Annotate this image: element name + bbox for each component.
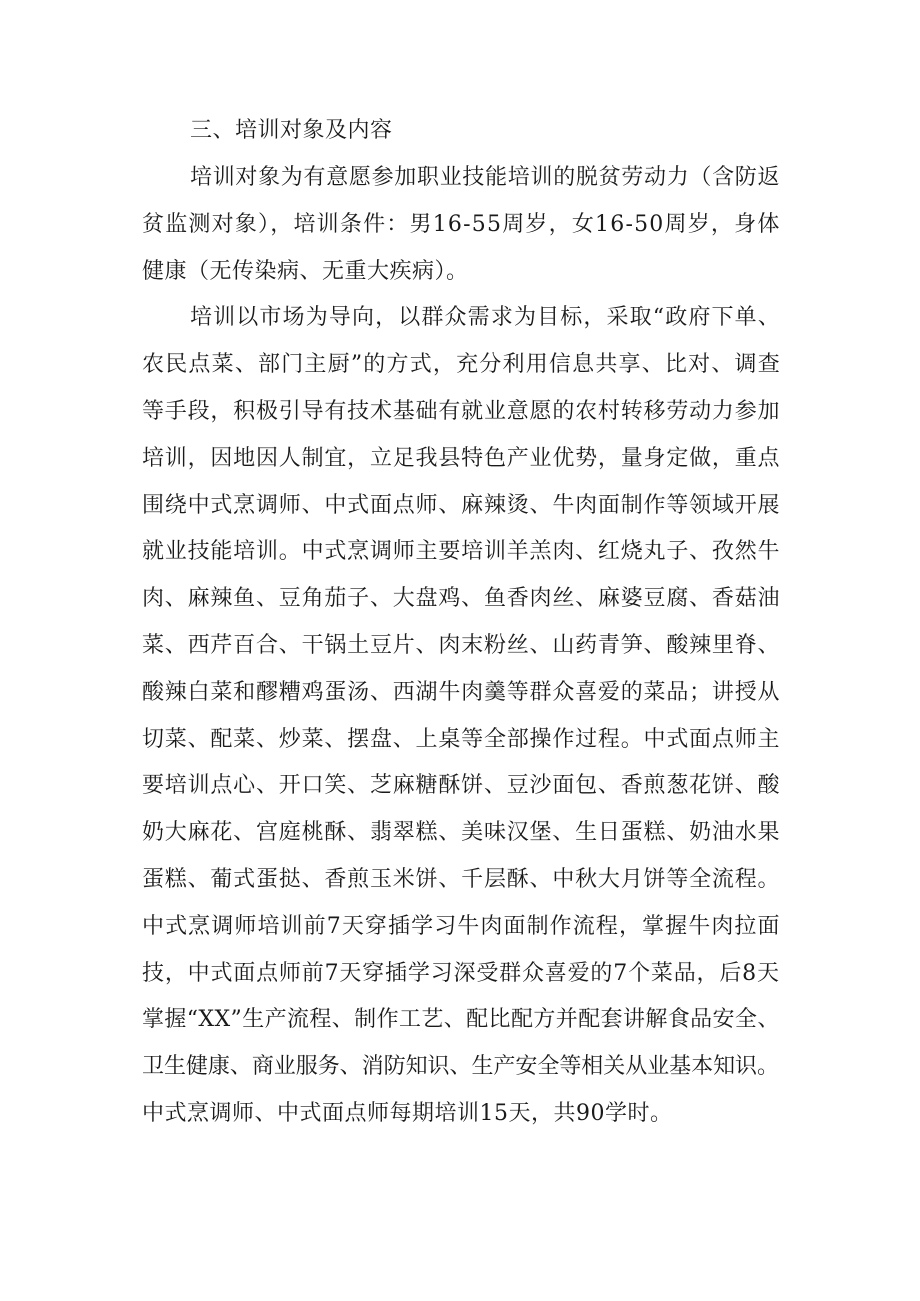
text-line: 贫监测对象），培训条件：男16-55周岁，女16-50周岁，身体	[142, 212, 781, 237]
text-line: 培训对象为有意愿参加职业技能培训的脱贫劳动力（含防返	[190, 165, 781, 190]
text-line: 培训，因地因人制宜，立足我县特色产业优势，量身定做，重点	[142, 446, 781, 471]
text-line: 等手段，积极引导有技术基础有就业意愿的农村转移劳动力参加	[142, 399, 781, 424]
text-line: 中式烹调师、中式面点师每期培训15天，共90学时。	[142, 1101, 673, 1126]
text-line: 奶大麻花、宫庭桃酥、翡翠糕、美味汉堡、生日蛋糕、奶油水果	[142, 820, 781, 845]
text-line: 切菜、配菜、炒菜、摆盘、上桌等全部操作过程。中式面点师主	[142, 727, 781, 752]
text-line: 肉、麻辣鱼、豆角茄子、大盘鸡、鱼香肉丝、麻婆豆腐、香菇油	[142, 586, 781, 611]
text-line: 围绕中式烹调师、中式面点师、麻辣烫、牛肉面制作等领域开展	[142, 493, 781, 518]
text-line: 卫生健康、商业服务、消防知识、生产安全等相关从业基本知识。	[142, 1054, 779, 1079]
text-line: 菜、西芹百合、干锅土豆片、肉末粉丝、山药青笋、酸辣里脊、	[142, 633, 781, 658]
text-line: 掌握“XX”生产流程、制作工艺、配比配方并配套讲解食品安全、	[142, 1007, 780, 1032]
text-line: 蛋糕、葡式蛋挞、香煎玉米饼、千层酥、中秋大月饼等全流程。	[142, 867, 781, 892]
text-line: 农民点菜、部门主厨”的方式，充分利用信息共享、比对、调查	[142, 352, 781, 377]
text-line: 要培训点心、开口笑、芝麻糖酥饼、豆沙面包、香煎葱花饼、酸	[142, 773, 781, 798]
text-line: 健康（无传染病、无重大疾病）。	[142, 259, 469, 284]
text-line: 酸辣白菜和醪糟鸡蛋汤、西湖牛肉羹等群众喜爱的菜品；讲授从	[142, 680, 781, 705]
section-heading: 三、培训对象及内容	[190, 118, 393, 143]
text-line: 中式烹调师培训前7天穿插学习牛肉面制作流程，掌握牛肉拉面	[142, 914, 781, 939]
text-line: 技，中式面点师前7天穿插学习深受群众喜爱的7个菜品，后8天	[142, 961, 780, 986]
text-line: 就业技能培训。中式烹调师主要培训羊羔肉、红烧丸子、孜然牛	[142, 539, 781, 564]
text-line: 培训以市场为导向，以群众需求为目标，采取“政府下单、	[190, 305, 781, 330]
